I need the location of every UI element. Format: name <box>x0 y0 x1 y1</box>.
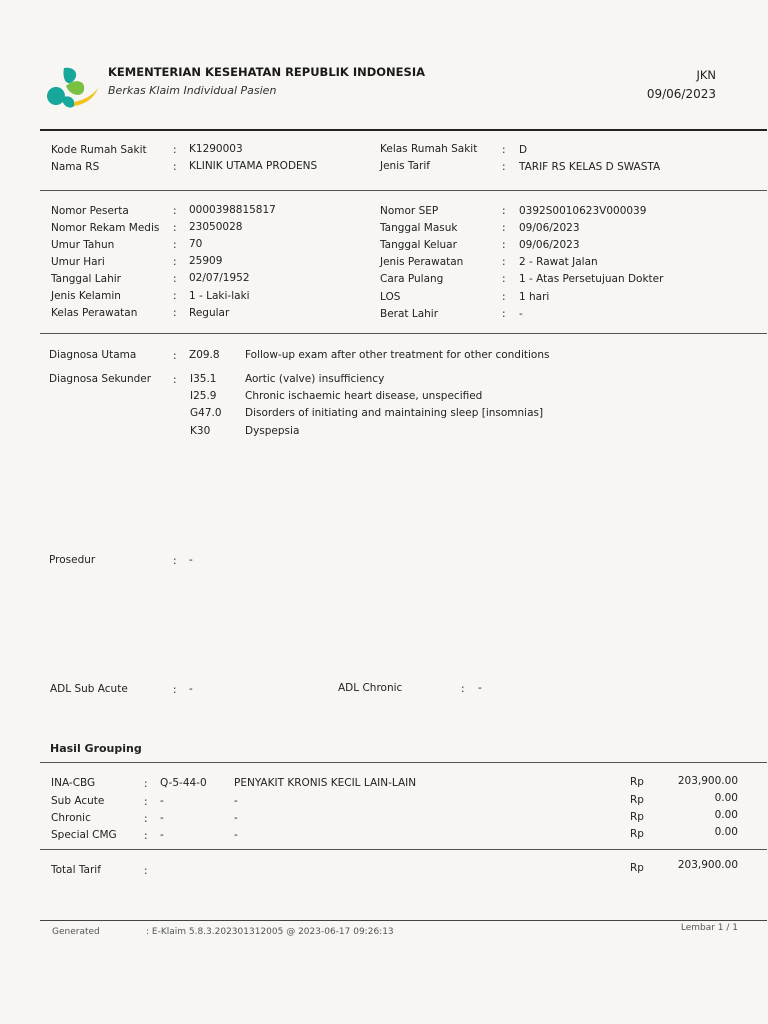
logo-teal-leaf <box>63 68 76 83</box>
colon: : <box>144 796 148 808</box>
umur-tahun-label: Umur Tahun <box>51 239 115 251</box>
diagnosa-sekunder-desc: Chronic ischaemic heart disease, unspecified <box>245 390 483 402</box>
colon: : <box>173 222 177 234</box>
adl-sub-acute-value: - <box>189 683 193 695</box>
colon: : <box>502 222 506 234</box>
total-amount: 203,900.00 <box>677 859 738 871</box>
kelas-perawatan-value: Regular <box>189 307 230 319</box>
colon: : <box>502 161 506 173</box>
grouping-amount: 203,900.00 <box>677 775 738 787</box>
header-date: 09/06/2023 <box>646 87 716 101</box>
cara-pulang-label: Cara Pulang <box>380 273 444 285</box>
diagnosa-sekunder-code: I25.9 <box>190 390 217 402</box>
kode-rs-label: Kode Rumah Sakit <box>51 144 147 156</box>
colon: : <box>144 830 148 842</box>
grouping-label: Special CMG <box>51 829 117 841</box>
grouping-desc: - <box>234 795 238 807</box>
grouping-code: - <box>160 829 164 841</box>
section-divider <box>40 190 767 191</box>
diagnosa-utama-code: Z09.8 <box>189 349 220 361</box>
total-tarif-label: Total Tarif <box>51 864 101 876</box>
cara-pulang-value: 1 - Atas Persetujuan Dokter <box>519 273 664 285</box>
colon: : <box>144 813 148 825</box>
nomor-sep-label: Nomor SEP <box>380 205 439 217</box>
generated-label: Generated <box>52 927 100 937</box>
kelas-rs-value: D <box>519 144 528 156</box>
adl-chronic-value: - <box>478 682 482 694</box>
document-title: KEMENTERIAN KESEHATAN REPUBLIK INDONESIA <box>108 65 426 79</box>
nomor-sep-value: 0392S0010623V000039 <box>519 205 647 217</box>
logo-green-leaf <box>66 81 84 95</box>
colon: : <box>173 273 177 285</box>
colon: : <box>173 684 177 696</box>
colon: : <box>173 555 177 567</box>
jenis-kelamin-label: Jenis Kelamin <box>51 290 121 302</box>
tanggal-lahir-value: 02/07/1952 <box>189 272 250 284</box>
colon: : <box>144 865 148 877</box>
diagnosa-utama-label: Diagnosa Utama <box>49 349 137 361</box>
berat-lahir-value: - <box>519 308 523 320</box>
umur-hari-label: Umur Hari <box>51 256 105 268</box>
colon: : <box>502 291 506 303</box>
grouping-desc: - <box>234 829 238 841</box>
hasil-grouping-title: Hasil Grouping <box>50 742 142 755</box>
colon: : <box>502 308 506 320</box>
berat-lahir-label: Berat Lahir <box>380 308 439 320</box>
generated-value: : E-Klaim 5.8.3.202301312005 @ 2023-06-17 09:26:13 <box>146 927 394 937</box>
umur-hari-value: 25909 <box>189 255 223 267</box>
nama-rs-value: KLINIK UTAMA PRODENS <box>189 160 318 172</box>
grouping-amount: 0.00 <box>714 809 738 821</box>
grouping-code: - <box>160 795 164 807</box>
grouping-currency: Rp <box>630 811 644 823</box>
grouping-desc: - <box>234 812 238 824</box>
colon: : <box>461 683 465 695</box>
grouping-desc: PENYAKIT KRONIS KECIL LAIN-LAIN <box>234 777 417 789</box>
logo-teal-lower <box>62 96 74 107</box>
kelas-perawatan-label: Kelas Perawatan <box>51 307 138 319</box>
grouping-code: - <box>160 812 164 824</box>
grouping-divider <box>40 762 767 763</box>
diagnosa-sekunder-label: Diagnosa Sekunder <box>49 373 152 385</box>
total-currency: Rp <box>630 862 644 874</box>
colon: : <box>173 307 177 319</box>
colon: : <box>144 778 148 790</box>
diagnosa-sekunder-code: I35.1 <box>190 373 217 385</box>
diagnosa-sekunder-code: K30 <box>190 425 211 437</box>
nomor-peserta-label: Nomor Peserta <box>51 205 129 217</box>
program-label: JKN <box>696 68 716 82</box>
colon: : <box>173 290 177 302</box>
total-divider <box>40 849 767 850</box>
jenis-kelamin-value: 1 - Laki-laki <box>189 290 250 302</box>
colon: : <box>502 273 506 285</box>
logo-teal-circle <box>47 87 65 105</box>
colon: : <box>173 350 177 362</box>
jenis-perawatan-label: Jenis Perawatan <box>380 256 464 268</box>
grouping-amount: 0.00 <box>714 792 738 804</box>
ministry-logo <box>44 64 104 110</box>
diagnosa-sekunder-desc: Disorders of initiating and maintaining sleep [insomnias] <box>245 407 544 419</box>
grouping-code: Q-5-44-0 <box>160 777 207 789</box>
prosedur-value: - <box>189 554 193 566</box>
section-divider <box>40 333 767 334</box>
colon: : <box>502 239 506 251</box>
colon: : <box>173 205 177 217</box>
diagnosa-utama-desc: Follow-up exam after other treatment for other conditions <box>245 349 550 361</box>
kode-rs-value: K1290003 <box>189 143 243 155</box>
tanggal-lahir-label: Tanggal Lahir <box>51 273 121 285</box>
prosedur-label: Prosedur <box>49 554 96 566</box>
colon: : <box>173 239 177 251</box>
colon: : <box>173 161 177 173</box>
document-subtitle: Berkas Klaim Individual Pasien <box>108 84 277 97</box>
grouping-label: Chronic <box>51 812 91 824</box>
jenis-perawatan-value: 2 - Rawat Jalan <box>519 256 598 268</box>
diagnosa-sekunder-desc: Aortic (valve) insufficiency <box>245 373 385 385</box>
nomor-rm-label: Nomor Rekam Medis <box>51 222 160 234</box>
nomor-rm-value: 23050028 <box>189 221 243 233</box>
adl-chronic-label: ADL Chronic <box>338 682 403 694</box>
colon: : <box>173 256 177 268</box>
page-indicator: Lembar 1 / 1 <box>680 923 738 933</box>
los-label: LOS <box>380 291 401 303</box>
grouping-currency: Rp <box>630 794 644 806</box>
diagnosa-sekunder-code: G47.0 <box>190 407 222 419</box>
grouping-label: Sub Acute <box>51 795 105 807</box>
header-divider <box>40 129 767 131</box>
colon: : <box>502 256 506 268</box>
kelas-rs-label: Kelas Rumah Sakit <box>380 143 478 155</box>
tanggal-masuk-label: Tanggal Masuk <box>380 222 458 234</box>
adl-sub-acute-label: ADL Sub Acute <box>50 683 128 695</box>
colon: : <box>502 205 506 217</box>
colon: : <box>502 144 506 156</box>
footer-divider <box>40 920 767 921</box>
colon: : <box>173 374 177 386</box>
nomor-peserta-value: 0000398815817 <box>189 204 276 216</box>
grouping-amount: 0.00 <box>714 826 738 838</box>
tanggal-masuk-value: 09/06/2023 <box>519 222 580 234</box>
diagnosa-sekunder-desc: Dyspepsia <box>245 425 300 437</box>
umur-tahun-value: 70 <box>189 238 203 250</box>
colon: : <box>173 144 177 156</box>
grouping-label: INA-CBG <box>51 777 96 789</box>
jenis-tarif-value: TARIF RS KELAS D SWASTA <box>519 161 661 173</box>
tanggal-keluar-label: Tanggal Keluar <box>380 239 457 251</box>
tanggal-keluar-value: 09/06/2023 <box>519 239 580 251</box>
los-value: 1 hari <box>519 291 550 303</box>
grouping-currency: Rp <box>630 828 644 840</box>
grouping-currency: Rp <box>630 776 644 788</box>
jenis-tarif-label: Jenis Tarif <box>380 160 430 172</box>
nama-rs-label: Nama RS <box>51 161 100 173</box>
